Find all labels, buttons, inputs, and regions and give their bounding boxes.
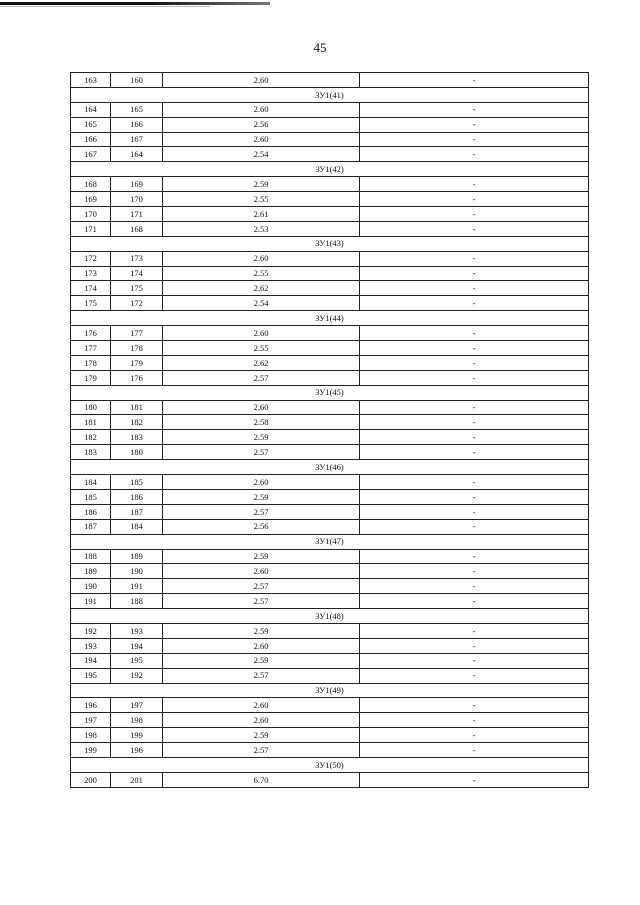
table-row [71,713,589,728]
cell-point-to: 186 [111,489,163,504]
cell-point-to: 170 [111,192,163,207]
table-row [71,147,589,162]
table-row [71,73,589,88]
cell-point-to: 182 [111,415,163,430]
cell-point-to: 168 [111,221,163,236]
cell-note: - [360,504,589,519]
cell-point-from: 174 [71,281,111,296]
cell-point-to: 177 [111,326,163,341]
cell-length: 2.59 [163,549,360,564]
cell-length: 2.60 [163,698,360,713]
cell-length: 2.59 [163,623,360,638]
table-row [71,207,589,222]
cell-note: - [360,638,589,653]
group-label: ЗУ1(47) [71,534,589,549]
table-row [71,728,589,743]
cell-length: 2.54 [163,147,360,162]
cell-note: - [360,102,589,117]
table-row [71,221,589,236]
cell-point-from: 188 [71,549,111,564]
cell-point-from: 180 [71,400,111,415]
cell-point-from: 191 [71,594,111,609]
table-row [71,430,589,445]
cell-length: 2.58 [163,415,360,430]
cell-point-to: 164 [111,147,163,162]
group-header-row [71,683,589,698]
cell-point-from: 173 [71,266,111,281]
table-row [71,296,589,311]
cell-point-to: 171 [111,207,163,222]
cell-length: 2.57 [163,668,360,683]
cell-note: - [360,430,589,445]
cell-length: 2.56 [163,117,360,132]
cell-length: 2.59 [163,177,360,192]
cell-point-from: 189 [71,564,111,579]
cell-length: 2.61 [163,207,360,222]
cell-point-from: 184 [71,475,111,490]
cell-point-to: 160 [111,73,163,88]
cell-note: - [360,564,589,579]
cell-point-from: 186 [71,504,111,519]
cell-point-from: 181 [71,415,111,430]
group-header-row [71,236,589,251]
cell-point-from: 195 [71,668,111,683]
cell-point-from: 199 [71,743,111,758]
table-row [71,504,589,519]
cell-point-to: 196 [111,743,163,758]
group-label: ЗУ1(41) [71,87,589,102]
cell-point-from: 164 [71,102,111,117]
cell-note: - [360,370,589,385]
table-row [71,623,589,638]
cell-note: - [360,281,589,296]
table-row [71,519,589,534]
cell-point-from: 168 [71,177,111,192]
cell-note: - [360,594,589,609]
cell-point-to: 189 [111,549,163,564]
table-row [71,400,589,415]
cell-length: 2.62 [163,281,360,296]
cell-note: - [360,445,589,460]
group-header-row [71,460,589,475]
cell-point-to: 166 [111,117,163,132]
cell-point-from: 185 [71,489,111,504]
cell-length: 2.60 [163,475,360,490]
cell-point-to: 174 [111,266,163,281]
cell-length: 2.60 [163,713,360,728]
cell-note: - [360,698,589,713]
cell-length: 2.57 [163,579,360,594]
cell-length: 2.59 [163,728,360,743]
table-row [71,415,589,430]
cell-point-to: 179 [111,355,163,370]
cell-length: 2.55 [163,266,360,281]
page-number: 45 [313,40,327,55]
cell-point-to: 169 [111,177,163,192]
cell-length: 2.59 [163,430,360,445]
table-row [71,594,589,609]
table-body [71,73,589,788]
cell-length: 2.62 [163,355,360,370]
cell-note: - [360,475,589,490]
table-row [71,638,589,653]
cell-note: - [360,549,589,564]
table-row [71,192,589,207]
cell-point-to: 185 [111,475,163,490]
cell-point-from: 198 [71,728,111,743]
cell-note: - [360,147,589,162]
table-row [71,117,589,132]
group-label: ЗУ1(42) [71,162,589,177]
header-rule-thin [0,6,210,7]
cell-note: - [360,177,589,192]
cell-point-from: 187 [71,519,111,534]
cell-length: 2.60 [163,638,360,653]
cell-point-to: 165 [111,102,163,117]
table-row [71,251,589,266]
cell-note: - [360,296,589,311]
cell-point-to: 195 [111,653,163,668]
table-row [71,653,589,668]
cell-point-to: 199 [111,728,163,743]
cell-point-to: 178 [111,341,163,356]
cell-point-from: 190 [71,579,111,594]
cell-point-from: 172 [71,251,111,266]
cell-point-from: 196 [71,698,111,713]
cell-point-to: 201 [111,772,163,787]
cell-point-from: 200 [71,772,111,787]
table-row [71,668,589,683]
cell-point-from: 166 [71,132,111,147]
table-row [71,549,589,564]
table-row [71,489,589,504]
cell-point-to: 197 [111,698,163,713]
table-row [71,743,589,758]
cell-note: - [360,743,589,758]
group-header-row [71,162,589,177]
cell-point-from: 169 [71,192,111,207]
cell-note: - [360,519,589,534]
cell-point-to: 188 [111,594,163,609]
cell-length: 2.54 [163,296,360,311]
cell-note: - [360,266,589,281]
cell-point-from: 192 [71,623,111,638]
cell-point-from: 182 [71,430,111,445]
cell-point-to: 194 [111,638,163,653]
cell-point-from: 176 [71,326,111,341]
group-label: ЗУ1(43) [71,236,589,251]
cell-point-from: 197 [71,713,111,728]
group-label: ЗУ1(48) [71,609,589,624]
cell-point-to: 181 [111,400,163,415]
group-header-row [71,757,589,772]
cell-length: 2.60 [163,73,360,88]
cell-note: - [360,73,589,88]
group-header-row [71,534,589,549]
cell-point-to: 167 [111,132,163,147]
cell-point-from: 175 [71,296,111,311]
table-row [71,102,589,117]
group-label: ЗУ1(46) [71,460,589,475]
table-row [71,177,589,192]
cell-point-to: 187 [111,504,163,519]
cell-point-from: 194 [71,653,111,668]
cell-length: 2.60 [163,564,360,579]
group-header-row [71,87,589,102]
table-row [71,341,589,356]
cell-point-to: 180 [111,445,163,460]
cell-point-to: 198 [111,713,163,728]
cell-point-to: 184 [111,519,163,534]
cell-note: - [360,117,589,132]
group-label: ЗУ1(50) [71,757,589,772]
cell-length: 2.57 [163,504,360,519]
cell-length: 2.59 [163,489,360,504]
cell-length: 2.57 [163,743,360,758]
cell-length: 6.70 [163,772,360,787]
cell-note: - [360,579,589,594]
cell-note: - [360,728,589,743]
cell-length: 2.60 [163,251,360,266]
cell-point-to: 173 [111,251,163,266]
cell-length: 2.60 [163,326,360,341]
cell-point-to: 183 [111,430,163,445]
cell-point-to: 191 [111,579,163,594]
group-header-row [71,311,589,326]
cell-point-to: 175 [111,281,163,296]
cell-note: - [360,355,589,370]
cell-point-from: 165 [71,117,111,132]
cell-note: - [360,653,589,668]
cell-note: - [360,400,589,415]
cell-note: - [360,489,589,504]
table-row [71,445,589,460]
cell-point-from: 183 [71,445,111,460]
cell-note: - [360,251,589,266]
cell-note: - [360,341,589,356]
header-rule [0,2,270,5]
cell-point-from: 167 [71,147,111,162]
group-label: ЗУ1(45) [71,385,589,400]
cell-length: 2.60 [163,400,360,415]
table-row [71,326,589,341]
cell-length: 2.55 [163,341,360,356]
cell-note: - [360,415,589,430]
cell-length: 2.57 [163,594,360,609]
cell-point-to: 190 [111,564,163,579]
cell-point-to: 192 [111,668,163,683]
cell-note: - [360,192,589,207]
cell-length: 2.60 [163,102,360,117]
group-label: ЗУ1(49) [71,683,589,698]
cell-point-from: 193 [71,638,111,653]
cell-length: 2.59 [163,653,360,668]
cell-point-from: 177 [71,341,111,356]
table-row [71,579,589,594]
cell-note: - [360,713,589,728]
cell-point-from: 163 [71,73,111,88]
cell-note: - [360,326,589,341]
cell-point-from: 170 [71,207,111,222]
cell-point-from: 171 [71,221,111,236]
cell-point-from: 179 [71,370,111,385]
table-row [71,266,589,281]
group-header-row [71,609,589,624]
cell-note: - [360,623,589,638]
cell-length: 2.60 [163,132,360,147]
cell-length: 2.55 [163,192,360,207]
cell-point-to: 193 [111,623,163,638]
group-label: ЗУ1(44) [71,311,589,326]
cell-point-to: 172 [111,296,163,311]
table-row [71,475,589,490]
table-row [71,355,589,370]
cell-length: 2.53 [163,221,360,236]
cell-note: - [360,207,589,222]
table-row [71,698,589,713]
cell-length: 2.57 [163,370,360,385]
cell-note: - [360,132,589,147]
table-row [71,564,589,579]
cell-point-from: 178 [71,355,111,370]
coordinates-table [70,72,589,788]
table-row [71,370,589,385]
cell-length: 2.56 [163,519,360,534]
group-header-row [71,385,589,400]
table-row [71,281,589,296]
cell-note: - [360,221,589,236]
table-row [71,132,589,147]
table-row [71,772,589,787]
cell-point-to: 176 [111,370,163,385]
cell-note: - [360,668,589,683]
cell-length: 2.57 [163,445,360,460]
cell-note: - [360,772,589,787]
